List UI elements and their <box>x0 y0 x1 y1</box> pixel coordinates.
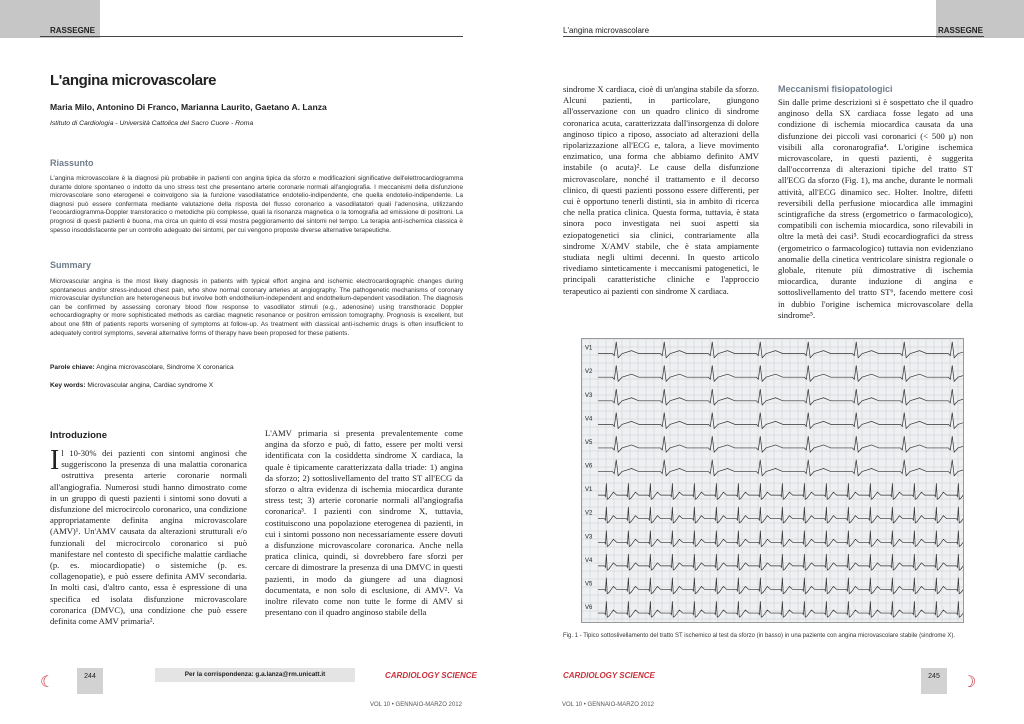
volume-left: VOL 10 • GENNAIO-MARZO 2012 <box>370 702 462 708</box>
ecg-trace-11 <box>598 578 963 594</box>
right-column-1 <box>563 84 759 324</box>
ecg-lead-label-2: V2 <box>585 369 593 376</box>
section-label-right: RASSEGNE <box>938 26 983 35</box>
article-authors: Maria Milo, Antonino Di Franco, Marianna Laurito, Gaetano A. Lanza <box>50 102 327 112</box>
curl-ornament-icon-right: ☽ <box>962 674 977 691</box>
keywords-it-label: Parole chiave: <box>50 364 95 371</box>
article-affiliation: Istituto di Cardiologia - Università Cattolica del Sacro Cuore - Roma <box>50 120 254 127</box>
right-col1-text: sindrome X cardiaca, cioè di un'angina stabile da sforzo. Alcuni pazienti, in particolare, giungono all'osservazione con un quadro clinico di sindrome coronarica acuta, caratterizzata dall'insorgenza di dolore anginoso tipico a riposo, associato ad alterazioni della ripolarizzazione all'ECG e, talora, a lieve movimento enzimatico, una forma che abbiamo definito AMV instabile (o acuta)². Le cause della disfunzione microvascolare, nonché il trattamento e il decorso clinico, di questi pazienti possono essere differenti, per cui è opportuno tenerli distinti, sia in ambito di ricerca che nella pratica clinica. Questa forma, tuttavia, è stata sinora poco investigata nei suoi aspetti sia eziopatogenetici sia clinici, contrariamente alla sindrome X/AMV stabile, che è stata ampiamente studiata negli ultimi decenni. In questo articolo rivediamo sinteticamente i meccanismi patogenetici, le principali caratteristiche cliniche e l'approccio terapeutico ai pazienti con sindrome X cardiaca. <box>563 84 759 296</box>
volume-right: VOL 10 • GENNAIO-MARZO 2012 <box>562 702 654 708</box>
ecg-trace-9 <box>598 530 963 546</box>
ecg-lead-label-12: V6 <box>585 605 593 612</box>
riassunto-heading: Riassunto <box>50 158 94 168</box>
keywords-en-label: Key words: <box>50 382 86 389</box>
intro-dropcap: I <box>50 448 60 476</box>
ecg-svg <box>582 339 963 622</box>
ecg-lead-label-9: V3 <box>585 534 593 541</box>
riassunto-text: L'angina microvascolare è la diagnosi più probabile in pazienti con angina tipica da sforzo e modificazioni significative dell'elettrocardiogramma durante dolore spontaneo o indotto da uno stress test che presentano arterie coronarie normali all'angiografia. I meccanismi della disfunzione microvascolare sono eterogenei e coinvolgono sia la funzione vasodilatatrice endotelio-indipendente, che quella endotelio-indipendente. La diagnosi può essere confermata mediante valutazione della risposta del flusso coronarico a vasodilatatori quali l'adenosina, utilizzando l'ecocardiogramma-Doppler transtoracico o metodiche più complesse, quali la risonanza magnetica o la tomografia ad emissione di positroni. La prognosi di questi pazienti è buona, ma circa un quinto di essi mostra peggioramento dei sintomi nel tempo. La terapia anti-ischemica classica è spesso insoddisfacente per un controllo adeguato dei sintomi, per cui vengono proposte diverse alternative terapeutiche. <box>50 175 463 234</box>
ecg-trace-6 <box>598 460 963 476</box>
brand-left: CARDIOLOGY SCIENCE <box>385 671 477 680</box>
header-rule-left <box>40 36 463 37</box>
running-title: L'angina microvascolare <box>563 26 650 35</box>
ecg-lead-label-7: V1 <box>585 487 593 494</box>
mechanisms-heading: Meccanismi fisiopatologici <box>778 84 893 94</box>
ecg-lead-label-5: V5 <box>585 439 593 446</box>
right-column-2 <box>778 97 973 324</box>
brand-right: CARDIOLOGY SCIENCE <box>563 671 655 680</box>
page-number-right: 245 <box>921 668 947 694</box>
page-number-left: 244 <box>77 668 103 694</box>
keywords-en-value: Microvascular angina, Cardiac syndrome X <box>87 382 214 389</box>
ecg-lead-label-4: V4 <box>585 416 593 423</box>
article-title: L'angina microvascolare <box>50 72 217 89</box>
section-label-left: RASSEGNE <box>50 26 95 35</box>
intro-col2-text: L'AMV primaria si presenta prevalentemente come angina da sforzo e può, di fatto, essere per molti versi identificata con la cosiddetta sindrome X cardiaca, la quale è tipicamente caratterizzata dalla triade: 1) angina da sforzo; 2) sottoslivellamento del tratto ST all'ECG da sforzo o altra evidenza di ischemia miocardica durante stress test; 3) arterie coronarie normali all'angiografia coronarica³. I pazienti con sindrome X, tuttavia, costituiscono una popolazione eterogenea di pazienti, in cui i sintomi possono non necessariamente essere dovuti a disfunzione microvascolare coronarica. Anche nella pratica clinica, quindi, si dovrebbero fare sforzi per cercare di dimostrare la presenza di una DMVC in questi pazienti, in modo da giungere ad una diagnosi documentata, e non solo di esclusione, di AMV². Va inoltre rilevato come non tutte le forme di AMV si presentano con il quadro anginoso stabile della <box>265 428 463 618</box>
ecg-figure <box>581 338 964 623</box>
intro-column-1 <box>50 448 247 643</box>
keywords-en <box>50 382 213 389</box>
summary-text: Microvascular angina is the most likely diagnosis in patients with typical effort angina and ischemic electrocardiographic changes during spontaneous and/or stress-induced chest pain, who show normal coronary arteries at angiography. The pathogenetic mechanisms of coronary microvascular dysfunction are heterogeneous but involve both endothelium-independent and endothelium-dependent vasodilation. The diagnosis can be confirmed by assessing coronary blood flow response to vasodilator stimuli (e.g., adenosine) using transthoracic Doppler echocardiography or more sophisticated methods as cardiac magnetic resonance or positron emission tomography. Prognosis is excellent, but about one fifth of patients reports worsening of symptoms at follow-up. As treatment with classical anti-ischemic drugs is often insufficient to adequately control symptoms, several alternative forms of therapy have been proposed for these patients. <box>50 278 463 337</box>
right-col2-text: Sin dalle prime descrizioni si è sospettato che il quadro anginoso della SX cardiaca fosse legato ad una condizione di ischemia miocardica causata da una disfunzione dei piccoli vasi coronarici (< 500 μ) non visibili alla coronarografia⁴. L'origine ischemica microvascolare, in questi pazienti, è suggerita dall'occorrenza di alterazioni tipiche del tratto ST all'ECG da sforzo (Fig. 1), ma anche, durante le normali attività, all'ECG dinamico sec. Holter. Inoltre, difetti reversibili della perfusione miocardica alle immagini scintigrafiche da stress (ergometrico o farmacologico), compatibili con ischemia miocardica, sono rilevabili in oltre la metà dei casi⁵. Studi ecocardiografici da stress (ergometrico o farmacologico) tuttavia non evidenziano anomalie della cinetica ventricolare sinistra regionale o globale, ritenute più dimostrative di ischemia miocardica, durante induzione di angina e sottoslivellamento del tratto ST⁶, facendo mettere così in dubbio l'origine ischemica microvascolare della sindrome⁵. <box>778 97 973 320</box>
curl-ornament-icon: ☾ <box>40 674 55 691</box>
ecg-lead-label-10: V4 <box>585 557 593 564</box>
ecg-trace-3 <box>598 389 963 405</box>
ecg-lead-label-8: V2 <box>585 510 593 517</box>
ecg-trace-12 <box>598 601 963 617</box>
ecg-lead-label-1: V1 <box>585 345 593 352</box>
intro-heading: Introduzione <box>50 430 107 441</box>
ecg-lead-label-3: V3 <box>585 392 593 399</box>
ecg-lead-label-11: V5 <box>585 581 593 588</box>
intro-col1-text: l 10-30% dei pazienti con sintomi anginosi che suggeriscono la presenza di una malattia coronarica ostruttiva presenta arterie coronarie normali all'angiografia. Numerosi studi hanno dimostrato come in un gruppo di questi pazienti i sintomi sono dovuti a disfunzione del microcircolo coronarico, una condizione appropriatamente definita angina microvascolare (AMV)¹. Un'AMV causata da alterazioni strutturali e/o funzionali del microcircolo coronarico si può manifestare nel contesto di specifiche malattie cardiache (p. es. miocardiopatie) o sistemiche (p. es. collagenopatie), e può essere definita AMV secondaria. In molti casi, d'altro canto, essa è espressione di una specifica ed isolata disfunzione microvascolare coronarica (DMVC), una condizione che può essere definita come AMV primaria². <box>50 448 247 627</box>
keywords-it-value: Angina microvascolare, Sindrome X coronarica <box>96 364 234 371</box>
intro-column-2 <box>265 428 463 643</box>
summary-heading: Summary <box>50 260 92 270</box>
figure-caption: Fig. 1 - Tipico sottoslivellamento del tratto ST ischemico al test da sforzo (in basso) in una paziente con angina microvascolare stabile (sindrome X). <box>563 633 956 639</box>
keywords-it <box>50 364 234 371</box>
correspondence: Per la corrispondenza: g.a.lanza@rm.unicatt.it <box>155 668 355 682</box>
header-rule-right <box>563 36 984 37</box>
ecg-trace-7 <box>598 483 963 499</box>
ecg-lead-label-6: V6 <box>585 463 593 470</box>
ecg-trace-1 <box>598 342 963 358</box>
ecg-trace-10 <box>598 554 963 570</box>
ecg-trace-5 <box>598 436 963 452</box>
ecg-trace-4 <box>598 413 963 429</box>
